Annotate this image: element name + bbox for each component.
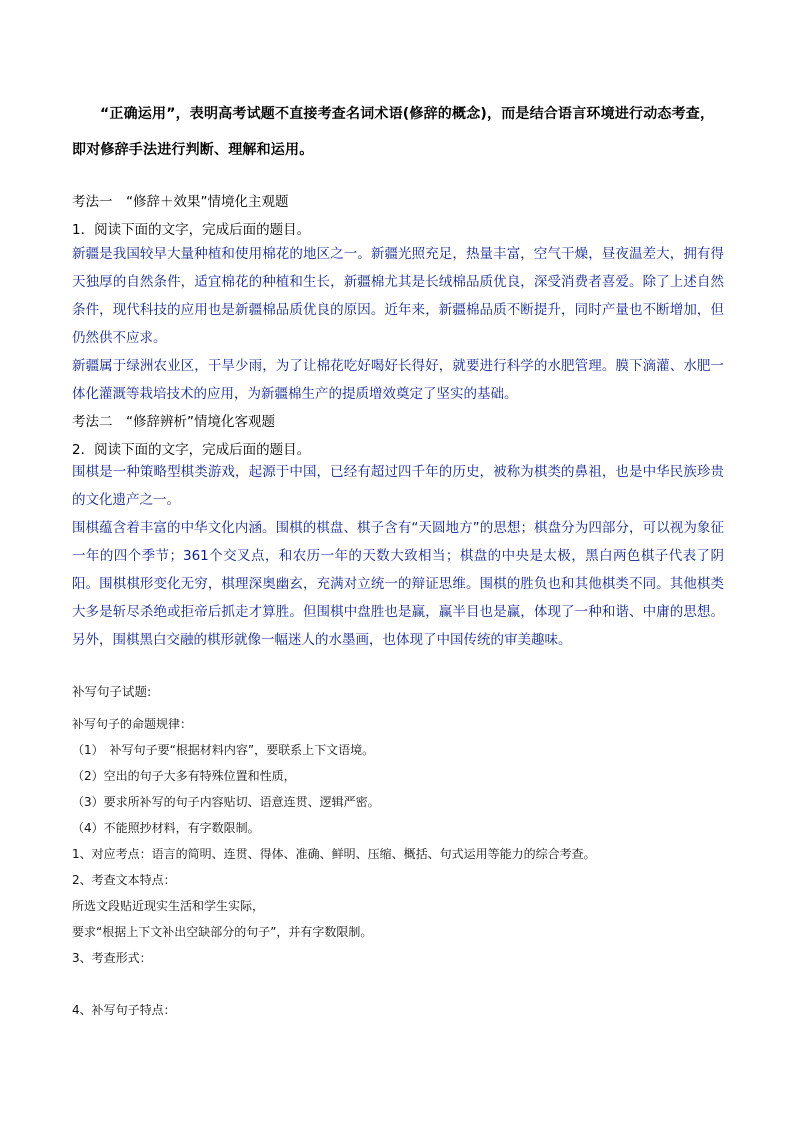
supplement-point-1: 1、对应考点：语言的简明、连贯、得体、准确、鲜明、压缩、概括、句式运用等能力的综合考查。 xyxy=(72,847,596,861)
supplement-heading: 补写句子试题: xyxy=(72,684,152,699)
supplement-rule-2: （2）空出的句子大多有特殊位置和性质， xyxy=(72,769,296,783)
supplement-rules-title: 补写句子的命题规律： xyxy=(72,717,193,731)
intro-paragraph: “正确运用”，表明高考试题不直接考查名词术语(修辞的概念)，而是结合语言环境进行动态考查，即对修辞手法进行判断、理解和运用。 xyxy=(72,106,715,158)
method1-paragraph-1: 新疆是我国较早大量种植和使用棉花的地区之一。新疆光照充足，热量丰富，空气干燥，昼夜温差大，拥有得天独厚的自然条件，适宜棉花的种植和生长，新疆棉尤其是长绒棉品质优良，深受消费者喜爱。除了上述自然条件，现代科技的应用也是新疆棉品质优良的原因。近年来，新疆棉品质不断提升，同时产量也不断增加，但仍然供不应求。 xyxy=(72,246,724,346)
supplement-rule-1: （1） 补写句子要“根据材料内容”，要联系上下文语境。 xyxy=(72,743,375,757)
method2-title: 考法二 “修辞辨析”情境化客观题 xyxy=(72,414,275,430)
method1-paragraph-2: 新疆属于绿洲农业区，干旱少雨，为了让棉花吃好喝好长得好，就要进行科学的水肥管理。膜下滴灌、水肥一体化灌溉等栽培技术的应用，为新疆棉生产的提质增效奠定了坚实的基础。 xyxy=(72,358,724,402)
supplement-rule-3: （3）要求所补写的句子内容贴切、语意连贯、逻辑严密。 xyxy=(72,795,380,809)
method2-question: 2．阅读下面的文字，完成后面的题目。 xyxy=(72,442,311,458)
supplement-rule-4: （4）不能照抄材料，有字数限制。 xyxy=(72,821,260,835)
supplement-point-2-title: 2、考查文本特点： xyxy=(72,873,176,887)
supplement-point-3: 3、考查形式： xyxy=(72,951,152,965)
supplement-point-2-line-2: 要求“根据上下文补出空缺部分的句子”，并有字数限制。 xyxy=(72,925,373,939)
method1-question: 1．阅读下面的文字，完成后面的题目。 xyxy=(72,222,311,238)
method2-paragraph-2: 围棋蕴含着丰富的中华文化内涵。围棋的棋盘、棋子含有“天圆地方”的思想；棋盘分为四部分，可以视为象征一年的四个季节；361个交叉点，和农历一年的天数大致相当；棋盘的中央是太极，黑白两色棋子代表了阴阳。围棋棋形变化无穷，棋理深奥幽玄，充满对立统一的辩证思维。围棋的胜负也和其他棋类不同。其他棋类大多是斩尽杀绝或拒帝后抓走才算胜。但围棋中盘胜也是赢，赢半目也是赢，体现了一种和谐、中庸的思想。另外，围棋黑白交融的棋形就像一幅迷人的水墨画，也体现了中国传统的审美趣味。 xyxy=(72,520,724,648)
method2-paragraph-1: 围棋是一种策略型棋类游戏，起源于中国，已经有超过四千年的历史，被称为棋类的鼻祖，也是中华民族珍贵的文化遗产之一。 xyxy=(72,464,724,508)
supplement-point-4: 4、补写句子特点： xyxy=(72,1003,176,1017)
supplement-point-2-line-1: 所选文段贴近现实生活和学生实际， xyxy=(72,899,265,913)
method1-title: 考法一 “修辞＋效果”情境化主观题 xyxy=(72,194,289,210)
